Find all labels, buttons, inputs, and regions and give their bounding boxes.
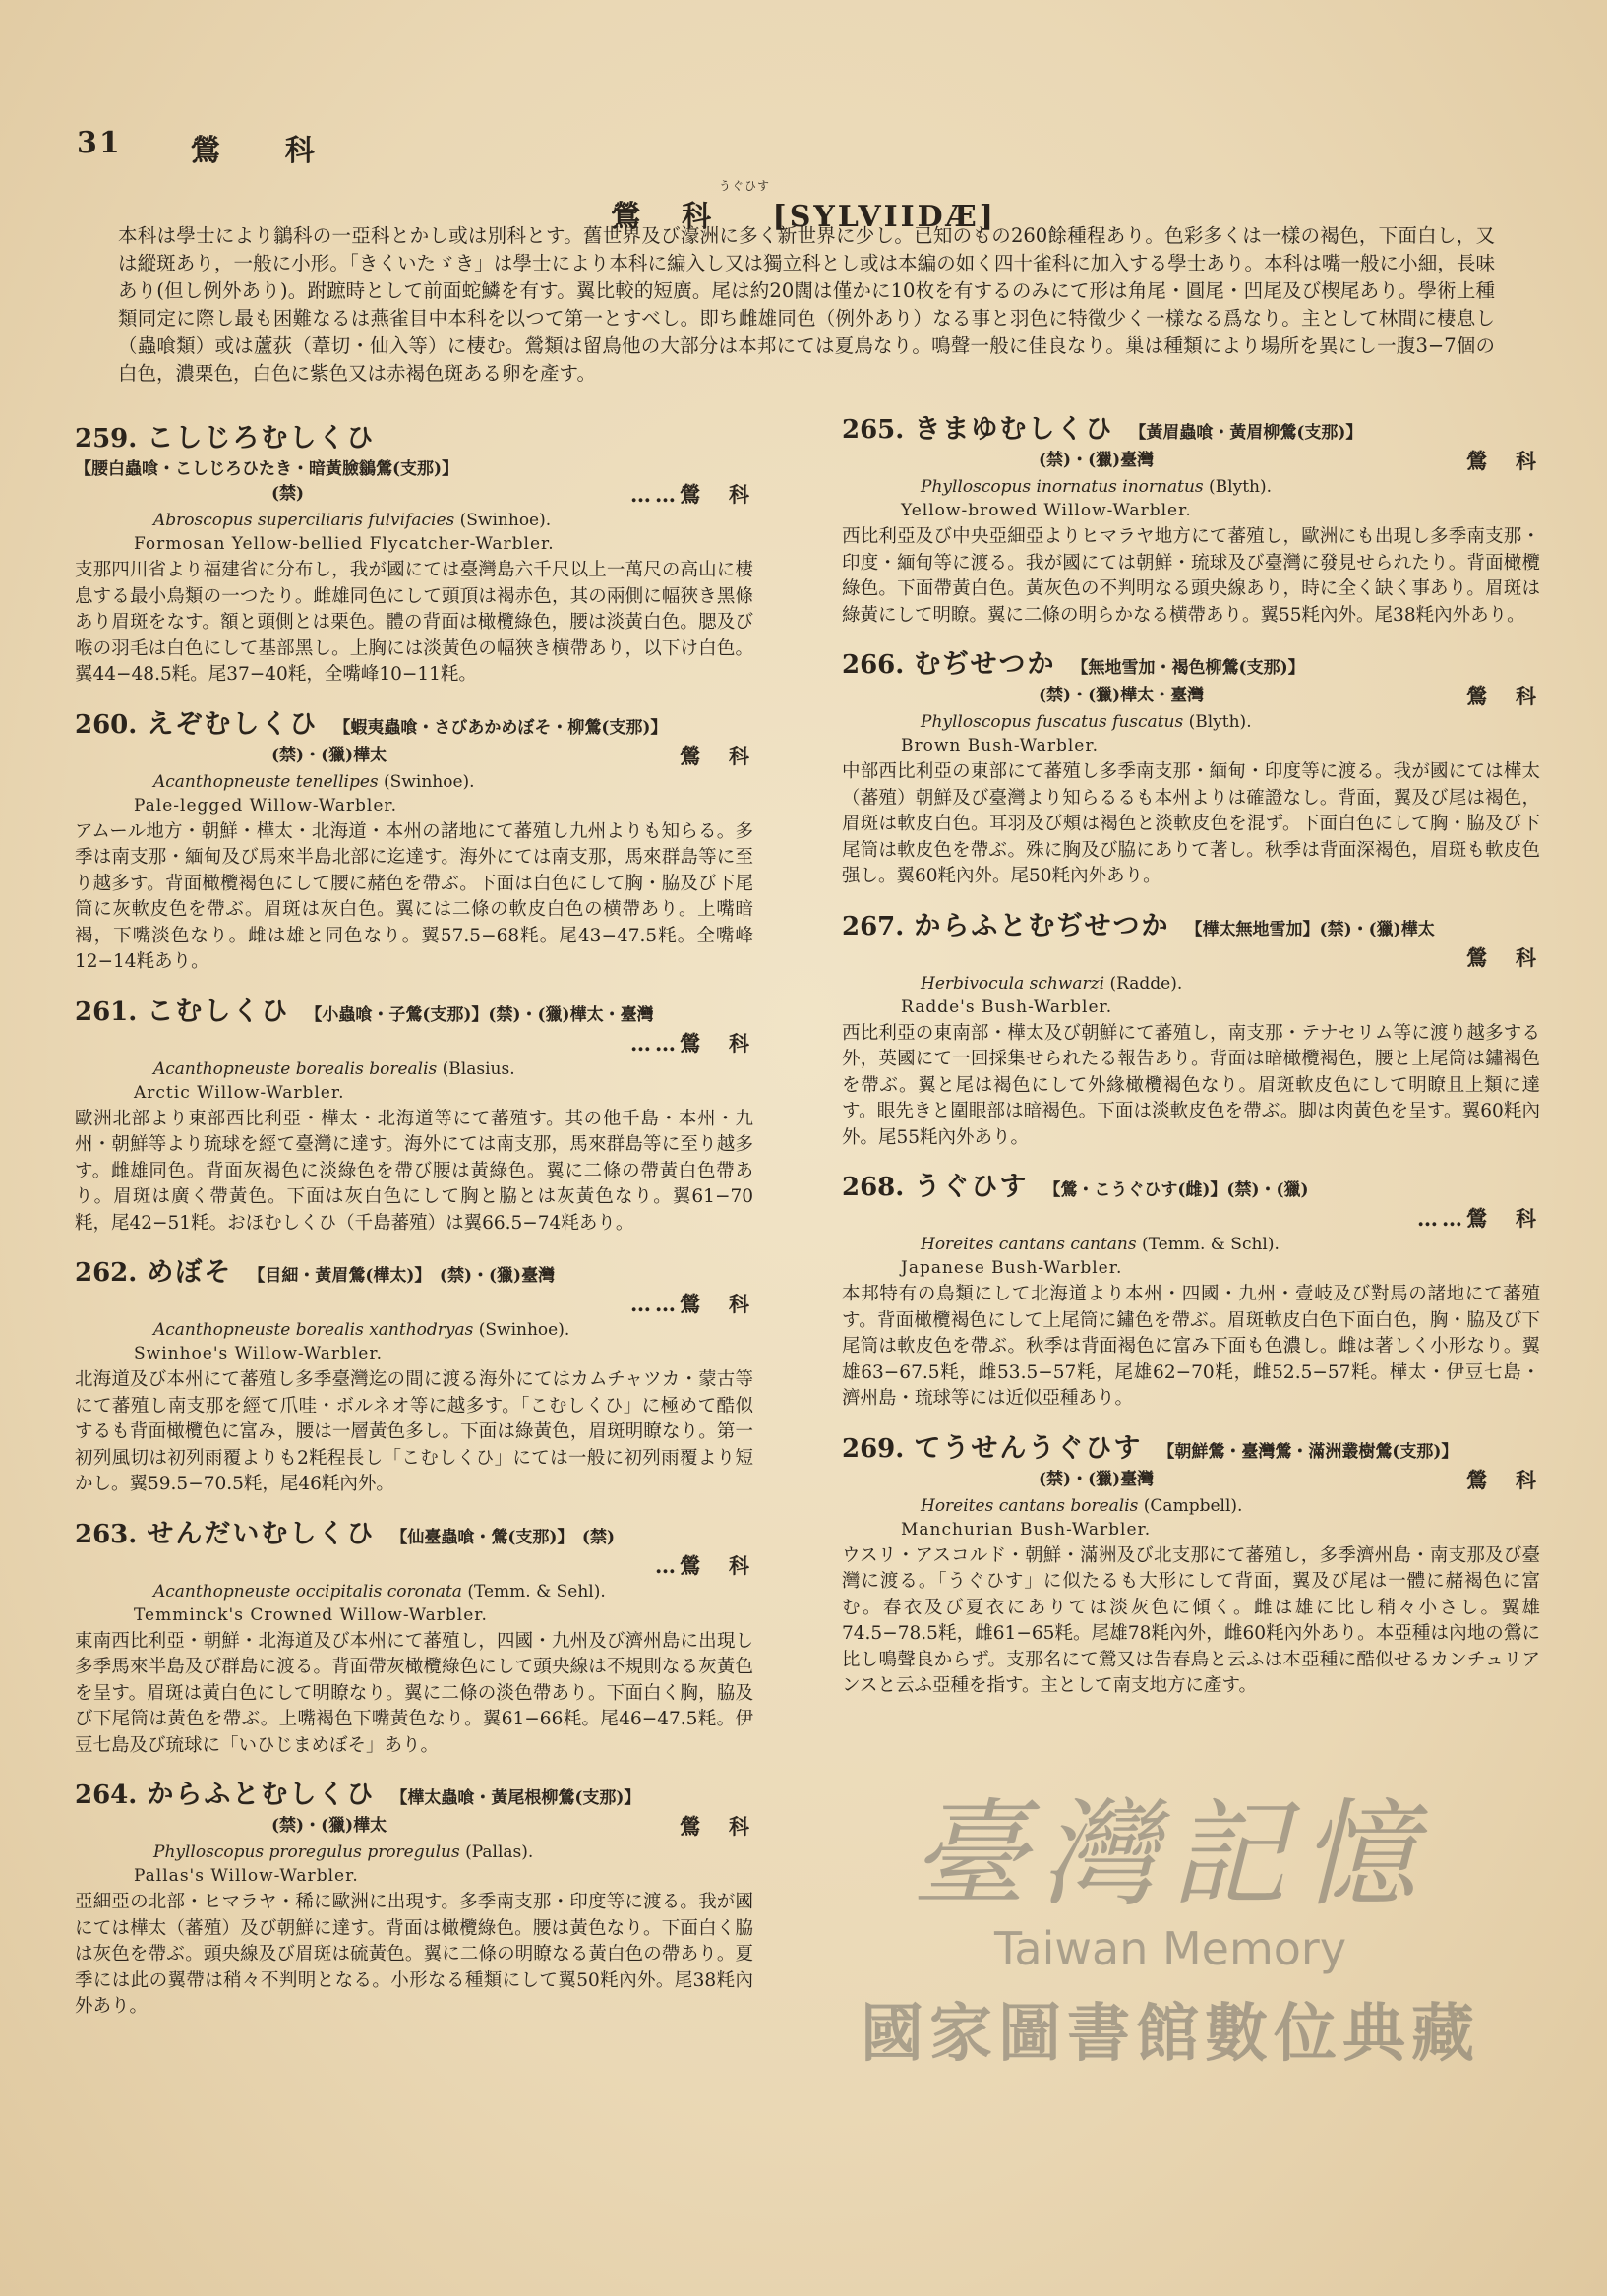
species-description: 西比利亞の東南部・樺太及び朝鮮にて蕃殖し，南支那・テナセリム等に渡り越多する外，英國にて一回採集せられたる報告あり。背面は暗橄欖褐色，腰と上尾筒は鏽褐色を帶ぶ。翼と尾は褐色にして外緣橄欖褐色なり。眉斑軟皮色にして明瞭且上類に達す。眼先きと圍眼部は暗褐色。下面は淡軟皮色を帶ぶ。脚は肉黃色を呈す。翼60粍內外。尾55粍內外あり。 [842, 1022, 1540, 1148]
running-title: 鶯 科 [190, 134, 317, 168]
species-description: 東南西比利亞・朝鮮・北海道及び本州にて蕃殖し，四國・九州及び濟州島に出現し多季馬來半島及び群島に渡る。背面帶灰橄欖綠色にして頭央線は不規則なる灰黃色を呈す。眉斑は黃白色にして明瞭なり。翼に二條の淡色帶あり。下面白く胸，脇及び下尾筒は黃色を帶ぶ。上嘴褐色下嘴黃色なり。翼61−66粍。尾46−47.5粍。伊豆七島及び琉球に「いひじまめぼそ」あり。 [75, 1630, 753, 1756]
species-japanese-name: きまゆむしくひ [914, 414, 1114, 445]
entry-header [842, 407, 1540, 446]
species-aliases: 【小蟲喰・子鶯(支那)】(禁)・(獵)樺太・臺灣 [305, 1004, 654, 1025]
species-entry [842, 904, 1540, 1152]
watermark-subtitle: Taiwan Memory [993, 1922, 1347, 1975]
protection-status: (禁)・(獵)樺太 [271, 1816, 387, 1836]
english-name: Brown Bush-Warbler. [901, 736, 1099, 755]
protection-status: (禁)・(獵)臺灣 [1039, 1469, 1155, 1489]
species-japanese-name: うぐひす [914, 1172, 1029, 1202]
species-aliases: 【目細・黃眉鶯(樺太)】 (禁)・(獵)臺灣 [248, 1266, 556, 1286]
species-aliases: 【腰白蟲喰・こしじろひたき・暗黃臉鶲鶯(支那)】 [75, 459, 459, 479]
scientific-authority: (Swinhoe). [478, 1320, 570, 1340]
scientific-name-line [842, 475, 1540, 499]
english-name: Manchurian Bush-Warbler. [901, 1519, 1152, 1540]
english-name: Japanese Bush-Warbler. [901, 1258, 1123, 1278]
species-aliases: 【黃眉蟲喰・黃眉柳鶯(支那)】 [1129, 423, 1363, 443]
entry-header [842, 642, 1540, 681]
species-entry [842, 407, 1540, 629]
species-number: 268. [842, 1173, 905, 1202]
scientific-name-line [75, 1841, 753, 1864]
scientific-name-line [842, 1494, 1540, 1518]
scientific-name-line [75, 1057, 753, 1081]
species-entry [842, 1426, 1540, 1700]
right-column [842, 407, 1540, 1714]
species-japanese-name: こしじろむしくひ [147, 423, 376, 453]
family-label: ……鶯 科 [1417, 1206, 1540, 1231]
species-number: 261. [75, 997, 138, 1027]
species-japanese-name: せんだいむしくひ [147, 1518, 376, 1549]
entry-meta [842, 942, 1540, 972]
watermark-title: 臺灣記憶 [910, 1786, 1430, 1922]
protection-status: (禁)・(獵)樺太 [271, 745, 387, 765]
species-number: 263. [75, 1519, 138, 1549]
scientific-authority: (Pallas). [465, 1843, 534, 1862]
family-name: 鶯 科 [611, 200, 718, 234]
species-number: 259. [75, 424, 138, 453]
scientific-name: Horeites cantans borealis [921, 1495, 1139, 1516]
scientific-name: Phylloscopus inornatus inornatus [921, 477, 1204, 497]
species-description: 本邦特有の鳥類にして北海道より本州・四國・九州・壹岐及び對馬の諸地にて蕃殖す。背面橄欖褐色にして上尾筒に鏽色を帶ぶ。眉斑軟皮白色下面白色，胸・脇及び下尾筒は軟皮色を帶ぶ。秋季は背面褐色に富み下面も色濃し。雌は著しく小形なり。翼雄63−67.5粍，雌53.5−57粍，尾雄62−70粍，雌52.5−57粍。樺太・伊豆七島・濟州島・琉球等には近似亞種あり。 [842, 1284, 1540, 1409]
entry-header [75, 1512, 753, 1550]
watermark-library: 國家圖書館數位典藏 [861, 1998, 1480, 2071]
species-number: 262. [75, 1258, 138, 1288]
species-entry [842, 642, 1540, 890]
scientific-name-line [842, 1233, 1540, 1256]
scientific-authority: (Radde). [1109, 973, 1183, 994]
english-name: Radde's Bush-Warbler. [901, 997, 1113, 1017]
species-japanese-name: てうせんうぐひす [914, 1432, 1143, 1464]
species-entry [75, 990, 753, 1238]
scientific-name: Acanthopneuste occipitalis coronata [153, 1581, 462, 1601]
scientific-name: Acanthopneuste borealis xanthodryas [153, 1320, 474, 1340]
scientific-authority: (Swinhoe). [384, 771, 475, 792]
scientific-authority: (Temm. & Schl). [1142, 1235, 1280, 1254]
english-name: Swinhoe's Willow-Warbler. [134, 1344, 384, 1363]
scientific-authority: (Blyth). [1188, 712, 1252, 732]
species-entry [75, 416, 753, 689]
species-japanese-name: からふとむぢせつか [914, 910, 1170, 941]
family-intro: 本科は學士により鶲科の一亞科とかし或は別科とす。舊世界及び濠洲に多く新世界に少し。已知のもの260餘種程あり。色彩多くは一樣の褐色，下面白し，又は縱斑あり，一般に小形。「きくいたゞき」は學士により本科に編入し又は獨立科とし或は本編の如く四十雀科に加入する學士あり。本科は嘴一般に小細，長味あり(但し例外あり)。跗蹠時として前面蛇鱗を有す。翼比較的短廣。尾は約20闊は僅かに10枚を有するのみにて形は角尾・圓尾・凹尾及び楔尾あり。學術上種類同定に際し最も困難なるは燕雀目中本科を以つて第一とすべし。即ち雌雄同色（例外あり）なる事と羽色に特徵少く一樣なる爲なり。主として林間に棲息し（蟲喰類）或は蘆荻（葦切・仙入等）に棲む。鶯類は留鳥他の大部分は本邦にては夏鳥なり。鳴聲一般に佳良なり。巢は種類により場所を異にし一腹3−7個の白色，濃栗色，白色に紫色又は赤褐色斑ある卵を產す。 [118, 224, 1495, 385]
species-entry [75, 1512, 753, 1760]
english-name: Yellow-browed Willow-Warbler. [901, 501, 1192, 520]
protection-status: (禁) [271, 484, 305, 504]
family-label: 鶯 科 [1466, 449, 1540, 473]
english-name: Temminck's Crowned Willow-Warbler. [134, 1604, 488, 1625]
scientific-name-line [75, 1318, 753, 1342]
entry-meta [75, 1550, 753, 1580]
entry-header [75, 1250, 753, 1289]
left-column [75, 416, 753, 2034]
scientific-name-line [75, 1580, 753, 1603]
scientific-authority: (Campbell). [1143, 1495, 1243, 1516]
species-description: 亞細亞の北部・ヒマラヤ・稀に歐洲に出現す。多季南支那・印度等に渡る。我が國にては樺太（蕃殖）及び朝鮮に達す。背面は橄欖綠色。腰は黃色なり。下面白く脇は灰色を帶ぶ。頭央線及び眉斑は硫黃色。翼に二條の明瞭なる黃白色の帶あり。夏季には此の翼帶は稍々不判明となる。小形なる種類にして翼50粍內外。尾38粍內外あり。 [75, 1892, 753, 2017]
entry-header [75, 702, 753, 741]
entry-meta [842, 446, 1540, 475]
entry-header [842, 904, 1540, 942]
species-number: 267. [842, 911, 905, 941]
scientific-name: Acanthopneuste tenellipes [153, 771, 379, 792]
scientific-name-line [842, 710, 1540, 734]
scientific-name: Phylloscopus proregulus proregulus [153, 1843, 460, 1862]
scientific-authority: (Swinhoe). [459, 511, 552, 530]
species-japanese-name: こむしくひ [147, 996, 290, 1027]
entry-header [75, 990, 753, 1028]
family-label: 鶯 科 [1466, 1467, 1540, 1492]
species-number: 269. [842, 1433, 905, 1464]
species-aliases: 【樺太蟲喰・黃尾根柳鶯(支那)】 [390, 1788, 641, 1808]
protection-status: (禁)・(獵)臺灣 [1039, 451, 1155, 470]
species-aliases: 【蝦夷蟲喰・さびあかめぼそ・柳鶯(支那)】 [333, 717, 668, 738]
entry-meta [75, 1289, 753, 1318]
family-label: ……鶯 科 [630, 1030, 753, 1056]
species-description: 支那四川省より福建省に分布し，我が國にては臺灣島六千尺以上一萬尺の高山に棲息する最小鳥類の一つたり。雌雄同色にして頭頂は褐赤色，其の兩側に幅狹き黑條あり眉斑をなす。額と頭側とは栗色。體の背面は橄欖綠色，腰は淡黃白色。腮及び喉の羽毛は白色にして基部黑し。上胸には淡黃色の幅狹き横帶あり，以下け白色。翼44−48.5粍。尾37−40粍，全嘴峰10−11粍。 [75, 560, 753, 685]
species-japanese-name: えぞむしくひ [147, 708, 319, 740]
species-description: アムール地方・朝鮮・樺太・北海道・本州の諸地にて蕃殖し九州よりも知らる。多季は南支那・緬甸及び馬來半島北部に迄達す。海外にては南支那，馬來群島等に至り越多す。背面橄欖褐色にして腰に赭色を帶ぶ。下面は白色にして胸・脇及び下尾筒に灰軟皮色を帶ぶ。眉斑は灰白色。翼には二條の軟皮白色の横帶あり。上嘴暗褐，下嘴淡色なり。雌は雄と同色なり。翼57.5−68粍。尾43−47.5粍。全嘴峰12−14粍あり。 [75, 820, 753, 972]
entry-meta [75, 479, 753, 509]
species-aliases: 【仙臺蟲喰・鶯(支那)】 (禁) [390, 1527, 616, 1547]
family-latin: [SYLVIIDÆ] [772, 200, 996, 234]
english-name: Pale-legged Willow-Warbler. [134, 795, 398, 816]
english-name: Pallas's Willow-Warbler. [134, 1866, 359, 1886]
species-aliases: 【無地雪加・褐色柳鶯(支那)】 [1071, 658, 1305, 678]
entry-meta [842, 1203, 1540, 1233]
species-number: 266. [842, 650, 905, 680]
entry-header [842, 1165, 1540, 1203]
species-aliases: 【朝鮮鶯・臺灣鶯・滿洲叢樹鶯(支那)】 [1158, 1441, 1458, 1462]
scientific-name: Abroscopus superciliaris fulvifacies [153, 511, 455, 530]
species-description: 中部西比利亞の東部にて蕃殖し多季南支那・緬甸・印度等に渡る。我が國にては樺太（蕃殖）朝鮮及び臺灣より知らるるも本州よりは確證なし。背面，翼及び尾は褐色，眉斑は軟皮白色。耳羽及び頰は褐色と淡軟皮色を混ず。下面白色にして胸・脇及び下尾筒は軟皮色を帶ぶ。殊に胸及び脇にありて著し。秋季は背面深褐色，眉斑も軟皮色强し。翼60粍內外。尾50粍內外あり。 [842, 761, 1540, 886]
entry-header [75, 416, 753, 479]
species-japanese-name: むぢせつか [914, 649, 1056, 680]
species-entry [75, 702, 753, 976]
scientific-name-line [75, 770, 753, 794]
family-label: ……鶯 科 [630, 482, 753, 507]
scientific-authority: (Blasius. [442, 1058, 515, 1079]
family-ruby: うぐひす [718, 179, 770, 193]
page-number: 31 [77, 126, 122, 160]
family-label: …鶯 科 [655, 1552, 753, 1578]
family-label: 鶯 科 [1466, 684, 1540, 708]
family-label: ……鶯 科 [630, 1292, 753, 1316]
entry-meta [75, 1811, 753, 1841]
english-name: Formosan Yellow-bellied Flycatcher-Warbler. [134, 534, 555, 554]
running-head [77, 126, 317, 169]
scientific-name: Herbivocula schwarzi [921, 973, 1105, 994]
entry-meta [842, 681, 1540, 710]
entry-meta [842, 1465, 1540, 1494]
scientific-name-line [842, 972, 1540, 996]
entry-meta [75, 1028, 753, 1057]
species-description: 北海道及び本州にて蕃殖し多季臺灣迄の間に渡る海外にてはカムチャツカ・蒙古等にて蕃殖し南支那を經て爪哇・ボルネオ等に越多す。「こむしくひ」に極めて酷似するも背面橄欖色に富み，腰は一層黃色多し。下面は綠黃色，眉斑明瞭なり。第一初列風切は初列雨覆よりも2粍程長し「こむしくひ」にては一般に初列雨覆より短かし。翼59.5−70.5粍，尾46粍內外。 [75, 1369, 753, 1494]
scientific-authority: (Blyth). [1209, 477, 1273, 497]
species-number: 260. [75, 709, 138, 740]
species-number: 264. [75, 1781, 138, 1810]
species-japanese-name: からふとむしくひ [147, 1780, 376, 1810]
species-description: 西比利亞及び中央亞細亞よりヒマラヤ地方にて蕃殖し，歐洲にも出現し多季南支那・印度・緬甸等に渡る。我が國にては朝鮮・琉球及び臺灣に發見せられたり。背面橄欖綠色。下面帶黃白色。黃灰色の不判明なる頭央線あり，時に全く缺く事あり。眉斑は綠黃にして明瞭。翼に二條の明らかなる横帶あり。翼55粍內外。尾38粍內外あり。 [842, 526, 1540, 626]
family-label: 鶯 科 [680, 743, 753, 768]
scientific-name: Acanthopneuste borealis borealis [153, 1058, 438, 1079]
english-name: Arctic Willow-Warbler. [134, 1082, 345, 1103]
species-description: ウスリ・アスコルド・朝鮮・滿洲及び北支那にて蕃殖し，多季濟州島・南支那及び臺灣に渡る。「うぐひす」に似たるも大形にして背面，翼及び尾は一體に赭褐色に富む。春衣及び夏衣にありては淡灰色に傾く。雌は雄に比し稍々小さし。翼雄74.5−78.5粍，雌61−65粍。尾雄78粍內外，雌60粍內外あり。本亞種は內地の鶯に比し鳴聲良からず。支那名にて鶯又は告春鳥と云ふは本亞種に酷似せるカンチュリアンスと云ふ亞種を指す。主として南支地方に產す。 [842, 1544, 1540, 1696]
entry-meta [75, 741, 753, 770]
species-aliases: 【鶯・こうぐひす(雌)】(禁)・(獵) [1043, 1180, 1309, 1200]
species-entry [75, 1773, 753, 2021]
species-japanese-name: めぼそ [147, 1257, 233, 1288]
scientific-name-line [75, 509, 753, 532]
species-aliases: 【樺太無地雪加】(禁)・(獵)樺太 [1185, 919, 1435, 939]
scientific-authority: (Temm. & Sehl). [467, 1581, 606, 1601]
species-description: 歐洲北部より東部西比利亞・樺太・北海道等にて蕃殖す。其の他千島・本州・九州・朝鮮等より琉球を經て臺灣に達す。海外にては南支那，馬來群島等に至り越多す。雌雄同色。背面灰褐色に淡綠色を帶び腰は黃綠色。翼に二條の帶黃白色帶あり。眉斑は廣く帶黃色。下面は灰白色にして胸と脇とは灰黃色なり。翼61−70粍，尾42−51粍。おほむしくひ（千島蕃殖）は翼66.5−74粍あり。 [75, 1108, 753, 1234]
entry-header [75, 1773, 753, 1811]
species-entry [75, 1250, 753, 1498]
species-number: 265. [842, 415, 905, 445]
scientific-name: Phylloscopus fuscatus fuscatus [921, 712, 1184, 732]
entry-header [842, 1426, 1540, 1465]
scientific-name: Horeites cantans cantans [921, 1235, 1137, 1254]
protection-status: (禁)・(獵)樺太・臺灣 [1039, 686, 1205, 705]
species-entry [842, 1165, 1540, 1413]
family-label: 鶯 科 [680, 1814, 753, 1839]
watermark [767, 1761, 1574, 2074]
family-label: 鶯 科 [1466, 944, 1540, 970]
